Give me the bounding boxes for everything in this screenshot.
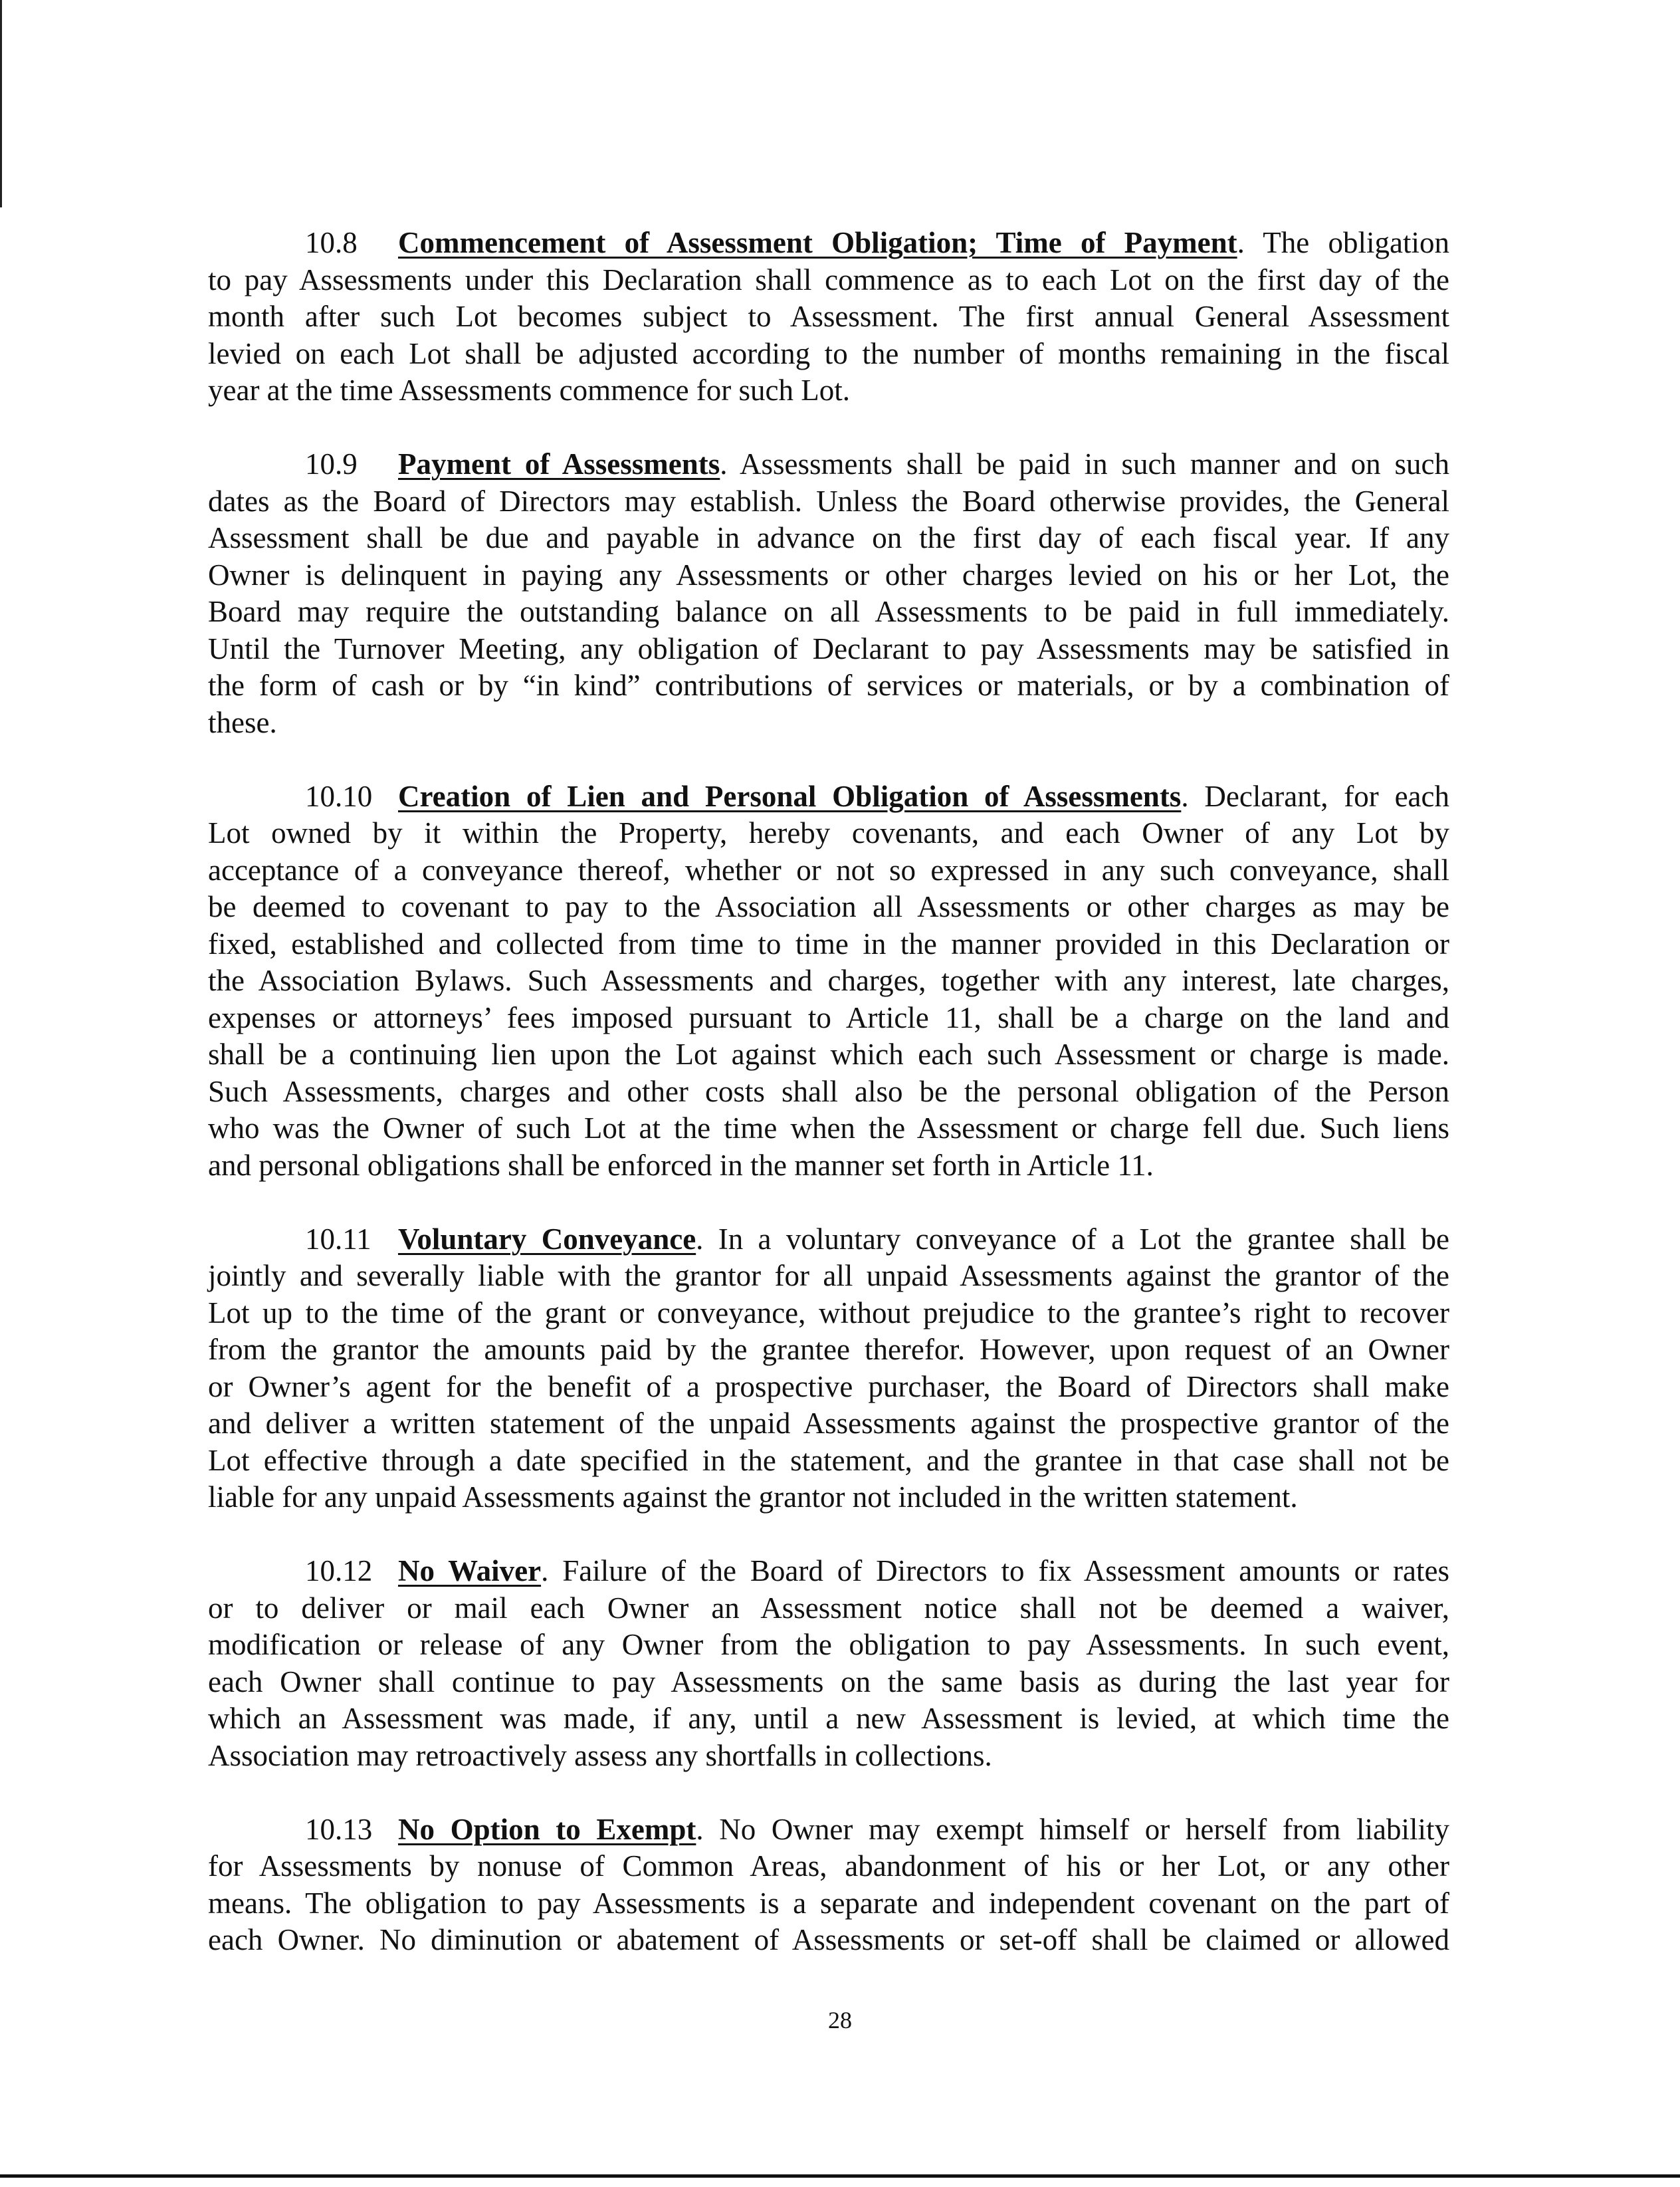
section-10-12 xyxy=(208,1553,1449,1774)
section-heading: Creation of Lien and Personal Obligation of Assessments xyxy=(398,779,1182,813)
section-text-line: the Association Bylaws. Such Assessments and charges, together with any interest, late charges, xyxy=(208,964,1449,997)
section-number: 10.8 xyxy=(305,226,358,259)
section-first-line xyxy=(208,446,1449,483)
section-heading: Voluntary Conveyance xyxy=(398,1222,696,1256)
section-text-line: Lot effective through a date specified in the statement, and the grantee in that case shall not be xyxy=(208,1443,1449,1477)
section-text-line: which an Assessment was made, if any, until a new Assessment is levied, at which time the xyxy=(208,1702,1449,1735)
section-text-line: jointly and severally liable with the grantor for all unpaid Assessments against the grantor of the xyxy=(208,1259,1449,1292)
section-first-line xyxy=(208,778,1449,816)
section-text-line: the form of cash or by “in kind” contributions of services or materials, or by a combination of xyxy=(208,669,1449,702)
section-first-line xyxy=(208,1221,1449,1258)
page-number: 28 xyxy=(828,2007,852,2033)
section-first-line xyxy=(208,1553,1449,1590)
section-text-line: who was the Owner of such Lot at the time when the Assessment or charge fell due. Such liens xyxy=(208,1111,1449,1145)
section-text: . Assessments shall be paid in such manner and on such xyxy=(720,447,1449,481)
section-first-line xyxy=(208,1811,1449,1849)
section-text-line: Association may retroactively assess any shortfalls in collections. xyxy=(208,1738,992,1772)
section-text-line: each Owner. No diminution or abatement of Assessments or set-off shall be claimed or allowed xyxy=(208,1923,1449,1956)
section-text-line: Owner is delinquent in paying any Assessments or other charges levied on his or her Lot, the xyxy=(208,558,1449,592)
section-number: 10.9 xyxy=(305,447,358,481)
section-text-line: and deliver a written statement of the unpaid Assessments against the prospective grantor of the xyxy=(208,1407,1449,1440)
section-text-line: shall be a continuing lien upon the Lot against which each such Assessment or charge is made. xyxy=(208,1038,1449,1071)
section-text-line: year at the time Assessments commence for such Lot. xyxy=(208,374,850,407)
section-text-line: modification or release of any Owner from the obligation to pay Assessments. In such event, xyxy=(208,1628,1449,1661)
section-text-line: month after such Lot becomes subject to Assessment. The first annual General Assessment xyxy=(208,300,1449,333)
section-text-line: or Owner’s agent for the benefit of a prospective purchaser, the Board of Directors shall make xyxy=(208,1369,1449,1403)
section-text-line: Until the Turnover Meeting, any obligation of Declarant to pay Assessments may be satisfied in xyxy=(208,632,1449,665)
section-text-line: levied on each Lot shall be adjusted according to the number of months remaining in the fiscal xyxy=(208,336,1449,370)
section-text: . No Owner may exempt himself or herself from liability xyxy=(696,1812,1449,1846)
section-heading: Commencement of Assessment Obligation; Time of Payment xyxy=(398,226,1237,259)
section-heading: No Option to Exempt xyxy=(398,1812,696,1846)
section-text-line: or to deliver or mail each Owner an Assessment notice shall not be deemed a waiver, xyxy=(208,1591,1449,1625)
section-number: 10.10 xyxy=(305,779,373,813)
section-text: . Declarant, for each xyxy=(1181,779,1449,813)
section-text-line: each Owner shall continue to pay Assessments on the same basis as during the last year for xyxy=(208,1665,1449,1698)
section-text-line: fixed, established and collected from time to time in the manner provided in this Declaration or xyxy=(208,927,1449,961)
section-text: . Failure of the Board of Directors to fix Assessment amounts or rates xyxy=(541,1554,1449,1587)
section-text-line: from the grantor the amounts paid by the grantee therefor. However, upon request of an Owner xyxy=(208,1333,1449,1366)
scan-edge-left xyxy=(0,0,2,207)
document-body xyxy=(208,225,1449,1996)
section-number: 10.12 xyxy=(305,1554,373,1587)
section-heading: No Waiver xyxy=(398,1554,542,1587)
section-number: 10.13 xyxy=(305,1812,373,1846)
section-text-line: Board may require the outstanding balance on all Assessments to be paid in full immediately. xyxy=(208,595,1449,628)
section-text-line: for Assessments by nonuse of Common Areas, abandonment of his or her Lot, or any other xyxy=(208,1849,1449,1883)
section-text-line: Lot up to the time of the grant or conveyance, without prejudice to the grantee’s right to recover xyxy=(208,1296,1449,1329)
section-10-8 xyxy=(208,225,1449,409)
section-heading: Payment of Assessments xyxy=(398,447,720,481)
section-text-line: Assessment shall be due and payable in advance on the first day of each fiscal year. If any xyxy=(208,521,1449,554)
section-text-line: be deemed to covenant to pay to the Association all Assessments or other charges as may be xyxy=(208,890,1449,923)
section-text-line: Lot owned by it within the Property, hereby covenants, and each Owner of any Lot by xyxy=(208,816,1449,850)
section-10-13 xyxy=(208,1811,1449,1959)
section-text-line: liable for any unpaid Assessments against the grantor not included in the written statement. xyxy=(208,1480,1298,1514)
section-text-line: and personal obligations shall be enforced in the manner set forth in Article 11. xyxy=(208,1148,1154,1182)
section-text-line: acceptance of a conveyance thereof, whether or not so expressed in any such conveyance, shall xyxy=(208,853,1449,887)
scan-edge-bottom xyxy=(0,2174,1680,2178)
section-text: . The obligation xyxy=(1237,226,1449,259)
section-number: 10.11 xyxy=(305,1222,371,1256)
section-10-9 xyxy=(208,446,1449,741)
section-text-line: dates as the Board of Directors may establish. Unless the Board otherwise provides, the General xyxy=(208,484,1449,518)
section-first-line xyxy=(208,225,1449,262)
section-text-line: Such Assessments, charges and other costs shall also be the personal obligation of the Person xyxy=(208,1074,1449,1108)
section-text-line: expenses or attorneys’ fees imposed pursuant to Article 11, shall be a charge on the land and xyxy=(208,1000,1449,1034)
section-text: . In a voluntary conveyance of a Lot the grantee shall be xyxy=(696,1222,1449,1256)
section-10-11 xyxy=(208,1221,1449,1516)
section-text-line: to pay Assessments under this Declaration shall commence as to each Lot on the first day of the xyxy=(208,263,1449,296)
section-10-10 xyxy=(208,778,1449,1185)
section-text-line: these. xyxy=(208,705,277,739)
section-text-line: means. The obligation to pay Assessments is a separate and independent covenant on the part of xyxy=(208,1886,1449,1920)
